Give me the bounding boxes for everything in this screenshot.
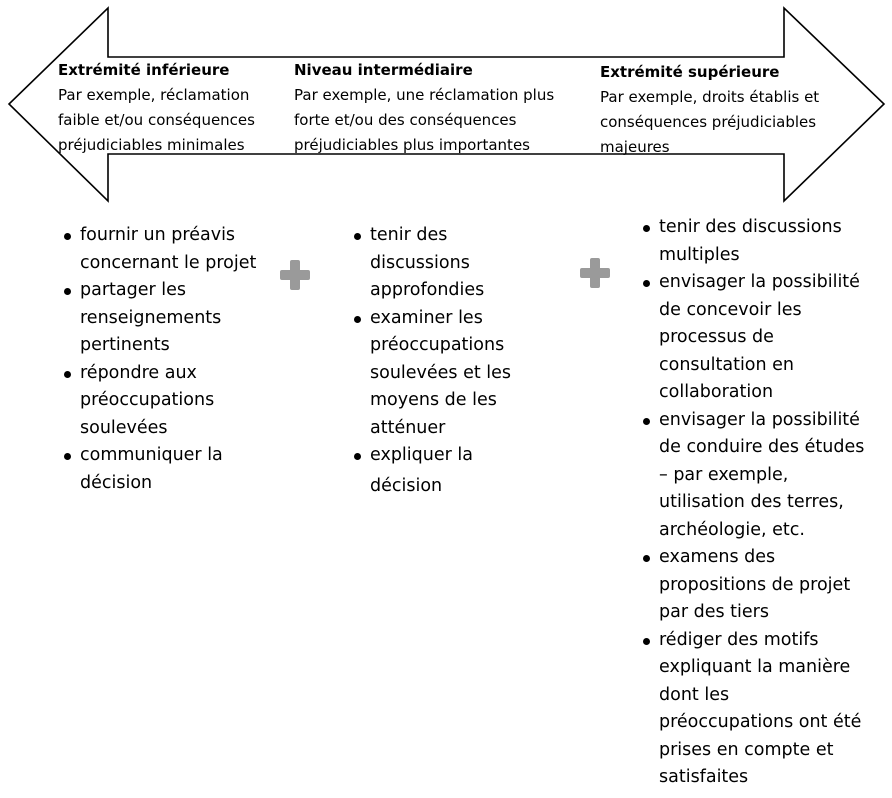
bullet-icon (64, 453, 71, 460)
header-intermediate (294, 58, 554, 158)
header-line: Par exemple, droits établis et (600, 88, 820, 106)
list-item (643, 627, 864, 792)
item-line: archéologie, etc. (659, 519, 805, 540)
header-line: faible et/ou conséquences (58, 111, 255, 129)
item-line: approfondies (370, 280, 485, 300)
item-line: dont les (659, 684, 730, 705)
item-line: propositions de projet (659, 574, 851, 595)
item-line: expliquant la manière (659, 657, 851, 677)
list-item (643, 407, 864, 545)
item-line: atténuer (370, 417, 446, 438)
bullet-icon (64, 371, 71, 378)
list-item (643, 544, 864, 627)
item-line: tenir des discussions (659, 217, 842, 237)
plus-icon (580, 258, 610, 288)
header-line: majeures (600, 138, 670, 156)
item-line: soulevées (80, 417, 168, 438)
column-upper-end (643, 214, 864, 792)
item-line: examens des (659, 547, 776, 567)
bullet-icon (354, 233, 361, 240)
item-line: examiner les (370, 307, 483, 328)
item-line: expliquer la (370, 445, 473, 465)
item-line: moyens de les (370, 390, 497, 410)
item-line: préoccupations (370, 335, 505, 355)
item-line: collaboration (659, 382, 774, 402)
bullet-icon (643, 638, 650, 645)
item-line: envisager la possibilité (659, 272, 860, 292)
list-item (64, 277, 256, 360)
bullet-icon (643, 280, 650, 287)
item-line: préoccupations ont été (659, 712, 862, 732)
list-item (643, 269, 864, 407)
bullet-icon (64, 233, 71, 240)
bullet-icon (354, 316, 361, 323)
item-line: pertinents (80, 335, 170, 355)
item-line: multiples (659, 244, 740, 265)
plus-icon (280, 260, 310, 290)
item-line: renseignements (80, 307, 222, 328)
item-line: soulevées et les (370, 362, 512, 383)
bullet-icon (643, 418, 650, 425)
item-line: par des tiers (659, 602, 769, 622)
item-line: processus de (659, 327, 774, 347)
item-line: répondre aux (80, 362, 197, 383)
item-line: décision (80, 472, 153, 493)
item-line: rédiger des motifs (659, 629, 819, 650)
item-line: – par exemple, (659, 464, 789, 485)
item-line: tenir des (370, 225, 448, 245)
header-title: Niveau intermédiaire (294, 61, 473, 79)
header-line: préjudiciables plus importantes (294, 136, 530, 154)
item-line: discussions (370, 252, 470, 273)
bullet-icon (643, 555, 650, 562)
item-line: communiquer la (80, 445, 223, 465)
column-lower-end (64, 222, 256, 497)
item-line: de conduire des études (659, 437, 865, 457)
list-item (354, 222, 511, 305)
header-upper-end (600, 60, 819, 160)
bullet-icon (354, 453, 361, 460)
header-lower-end (58, 58, 255, 158)
list-item (64, 442, 256, 497)
item-line: concernant le projet (80, 252, 257, 273)
item-line: préoccupations (80, 390, 215, 410)
item-line: consultation en (659, 354, 795, 375)
header-line: Par exemple, une réclamation plus (294, 86, 555, 104)
header-line: préjudiciables minimales (58, 136, 245, 154)
column-intermediate (354, 222, 511, 500)
header-title: Extrémité supérieure (600, 63, 780, 81)
header-line: conséquences préjudiciables (600, 113, 817, 131)
list-item (643, 214, 864, 269)
list-item (354, 442, 511, 500)
item-line: envisager la possibilité (659, 409, 860, 430)
header-line: Par exemple, réclamation (58, 86, 250, 104)
item-line: utilisation des terres, (659, 492, 844, 512)
list-item (64, 360, 256, 443)
item-line: de concevoir les (659, 299, 802, 320)
item-line: décision (370, 475, 443, 496)
header-title: Extrémité inférieure (58, 61, 230, 79)
header-line: forte et/ou des conséquences (294, 111, 517, 129)
list-item (64, 222, 256, 277)
item-line: partager les (80, 280, 186, 300)
bullet-icon (64, 288, 71, 295)
item-line: fournir un préavis (80, 225, 236, 245)
item-line: satisfaites (659, 767, 749, 787)
bullet-icon (643, 225, 650, 232)
list-item (354, 305, 511, 443)
item-line: prises en compte et (659, 739, 834, 760)
